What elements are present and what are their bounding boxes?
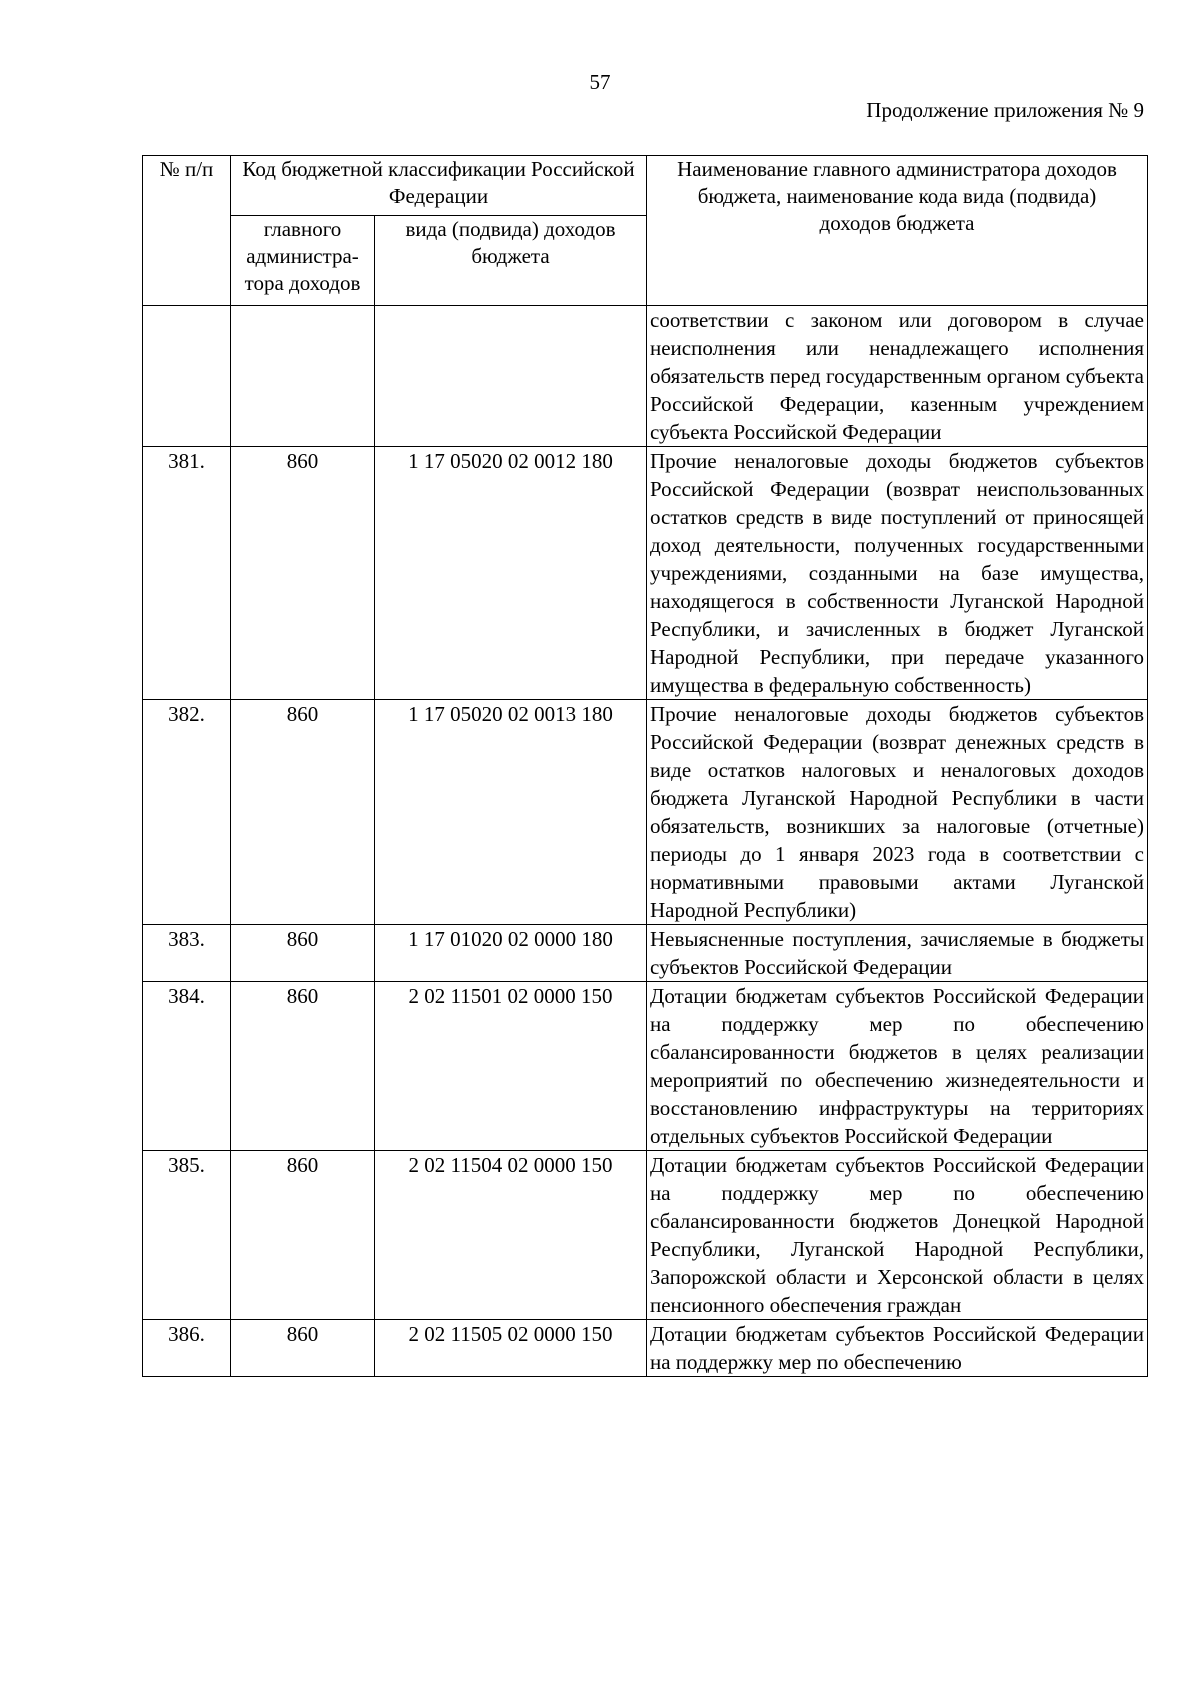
row-admin-code: 860 (231, 982, 375, 1151)
row-name: соответствии с законом или договором в случае неисполнения или ненадлежащего исполнения обязательств перед государственным органом субъекта Российской Федерации, казенным учреждением субъекта Российской Федерации (647, 306, 1148, 447)
row-income-code: 1 17 05020 02 0013 180 (375, 700, 647, 925)
row-income-code (375, 306, 647, 447)
header-name: Наименование главного администратора доходов бюджета, наименование кода вида (подвида) доходов бюджета (647, 156, 1148, 306)
row-income-code: 2 02 11504 02 0000 150 (375, 1151, 647, 1320)
page-number: 57 (589, 70, 611, 94)
table-row (143, 700, 1148, 925)
table-header (143, 156, 1148, 306)
row-income-code: 2 02 11501 02 0000 150 (375, 982, 647, 1151)
table-row (143, 1151, 1148, 1320)
header-number: № п/п (143, 156, 231, 306)
table-body (143, 306, 1148, 1377)
row-income-code: 1 17 05020 02 0012 180 (375, 447, 647, 700)
row-number: 385. (143, 1151, 231, 1320)
table-row (143, 447, 1148, 700)
header-row-top (143, 156, 1148, 216)
row-income-code: 1 17 01020 02 0000 180 (375, 925, 647, 982)
row-admin-code (231, 306, 375, 447)
row-name: Дотации бюджетам субъектов Российской Федерации на поддержку мер по обеспечению (647, 1320, 1148, 1377)
row-number: 383. (143, 925, 231, 982)
row-name: Прочие неналоговые доходы бюджетов субъектов Российской Федерации (возврат неиспользованных остатков средств в виде поступлений от приносящей доход деятельности, полученных государственными учреждениями, созданными на базе имущества, находящегося в собственности Луганской Народной Республики, и зачисленных в бюджет Луганской Народной Республики, при передаче указанного имущества в федеральную собственность) (647, 447, 1148, 700)
row-admin-code: 860 (231, 447, 375, 700)
appendix-continuation-label: Продолжение приложения № 9 (866, 98, 1144, 122)
table-row (143, 1320, 1148, 1377)
header-income-kind-code: вида (подвида) доходов бюджета (375, 216, 647, 306)
row-number: 386. (143, 1320, 231, 1377)
row-admin-code: 860 (231, 925, 375, 982)
header-admin-code: главного администра-тора доходов (231, 216, 375, 306)
row-admin-code: 860 (231, 1151, 375, 1320)
row-name: Дотации бюджетам субъектов Российской Федерации на поддержку мер по обеспечению сбалансированности бюджетов Донецкой Народной Республики, Луганской Народной Республики, Запорожской области и Херсонской области в целях пенсионного обеспечения граждан (647, 1151, 1148, 1320)
table-row (143, 982, 1148, 1151)
row-name: Прочие неналоговые доходы бюджетов субъектов Российской Федерации (возврат денежных средств в виде остатков налоговых и неналоговых доходов бюджета Луганской Народной Республики в части обязательств, возникших за налоговые (отчетные) периоды до 1 января 2023 года в соответствии с нормативными правовыми актами Луганской Народной Республики) (647, 700, 1148, 925)
row-number: 382. (143, 700, 231, 925)
row-number: 384. (143, 982, 231, 1151)
row-admin-code: 860 (231, 700, 375, 925)
row-income-code: 2 02 11505 02 0000 150 (375, 1320, 647, 1377)
table-row (143, 306, 1148, 447)
row-name: Невыясненные поступления, зачисляемые в бюджеты субъектов Российской Федерации (647, 925, 1148, 982)
table-row (143, 925, 1148, 982)
row-number (143, 306, 231, 447)
row-number: 381. (143, 447, 231, 700)
row-name: Дотации бюджетам субъектов Российской Федерации на поддержку мер по обеспечению сбалансированности бюджетов в целях реализации мероприятий по обеспечению жизнедеятельности и восстановлению инфраструктуры на территориях отдельных субъектов Российской Федерации (647, 982, 1148, 1151)
budget-classification-table (142, 155, 1148, 1377)
row-admin-code: 860 (231, 1320, 375, 1377)
header-code-group: Код бюджетной классификации Российской Федерации (231, 156, 647, 216)
